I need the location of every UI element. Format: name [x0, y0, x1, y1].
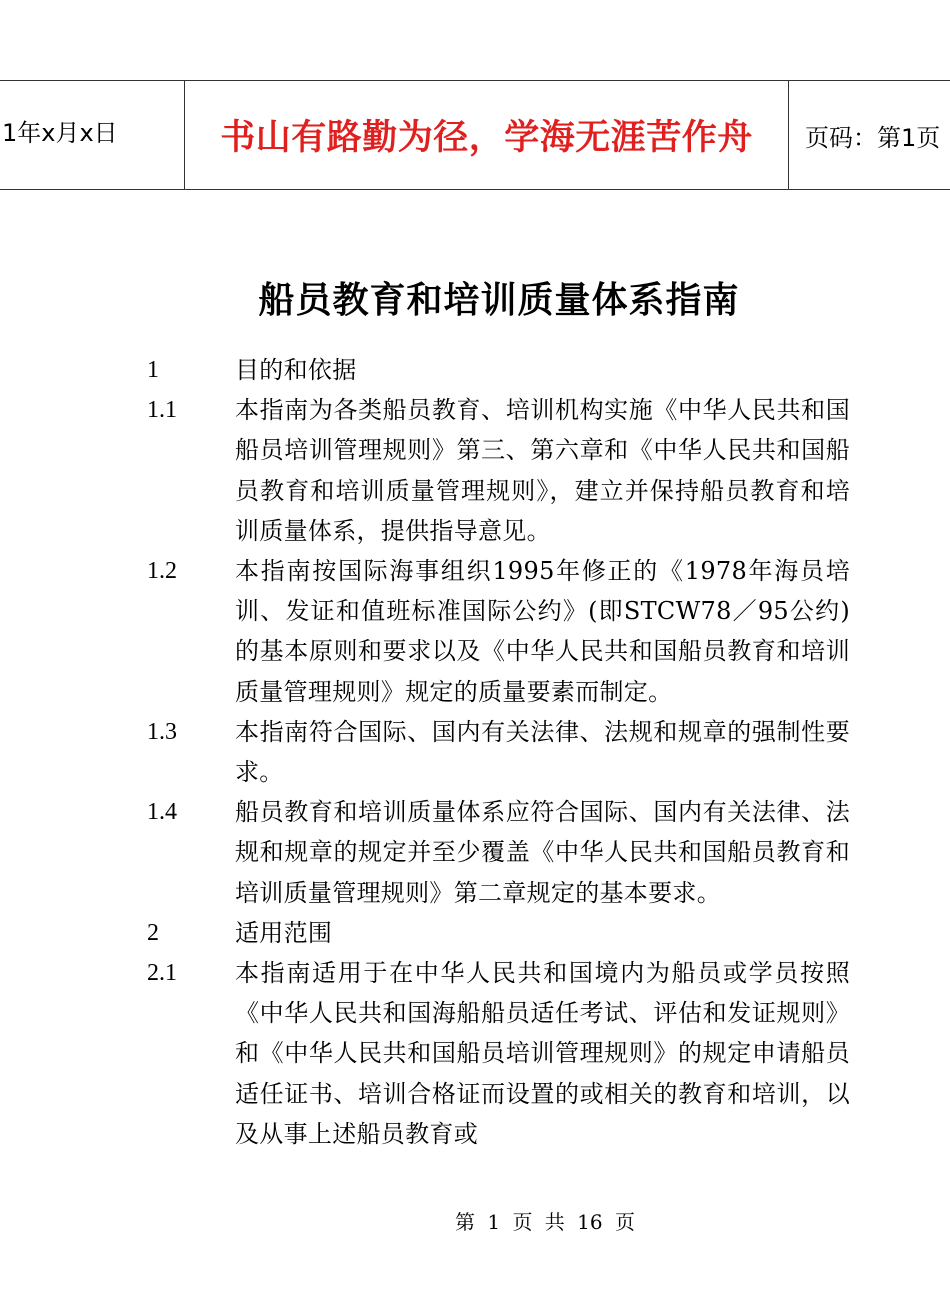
section-number: 2	[147, 919, 159, 946]
clause-number: 1.1	[147, 397, 177, 424]
section-title: 目的和依据	[235, 356, 357, 384]
clause-number: 1.3	[147, 718, 177, 745]
clause-number: 2.1	[147, 960, 177, 987]
section-number: 1	[147, 357, 159, 383]
clause-text: 本指南适用于在中华人民共和国境内为船员或学员按照《中华人民共和国海船船员适任考试、评估和发证规则》和《中华人民共和国船员培训管理规则》的规定申请船员适任证书、培训合格证而设置的或相关的教育和培训，以及从事上述船员教育或	[235, 959, 850, 1148]
clause-text: 本指南符合国际、国内有关法律、法规和规章的强制性要求。	[235, 717, 850, 787]
header-page-number: 页码：第1页	[805, 123, 941, 152]
clause-number: 1.2	[147, 558, 177, 585]
clause-text: 本指南为各类船员教育、培训机构实施《中华人民共和国船员培训管理规则》第三、第六章和《中华人民共和国船员教育和培训质量管理规则》，建立并保持船员教育和培训质量体系，提供指导意见。	[235, 396, 850, 545]
section-heading	[0, 350, 950, 390]
section-heading	[0, 913, 950, 953]
clause-number: 1.4	[147, 799, 177, 826]
document-title: 船员教育和培训质量体系指南	[258, 280, 740, 321]
clause-text: 船员教育和培训质量体系应符合国际、国内有关法律、法规和规章的规定并至少覆盖《中华人民共和国船员教育和培训质量管理规则》第二章规定的基本要求。	[235, 798, 850, 907]
document-body	[0, 350, 950, 1154]
clause	[0, 551, 950, 712]
clause	[0, 953, 950, 1154]
clause-text: 本指南按国际海事组织1995年修正的《1978年海员培训、发证和值班标准国际公约》(即STCW78／95公约)的基本原则和要求以及《中华人民共和国船员教育和培训质量管理规则》规定的质量要素而制定。	[235, 557, 850, 706]
section-title: 适用范围	[235, 918, 333, 947]
page-header	[0, 80, 950, 190]
clause	[0, 792, 950, 913]
clause	[0, 712, 950, 792]
page-footer: 第 1 页 共 16 页	[455, 1210, 635, 1234]
header-date: 1年x月x日	[0, 81, 185, 189]
clause	[0, 390, 950, 551]
header-motto: 书山有路勤为径，学海无涯苦作舟	[185, 81, 789, 189]
